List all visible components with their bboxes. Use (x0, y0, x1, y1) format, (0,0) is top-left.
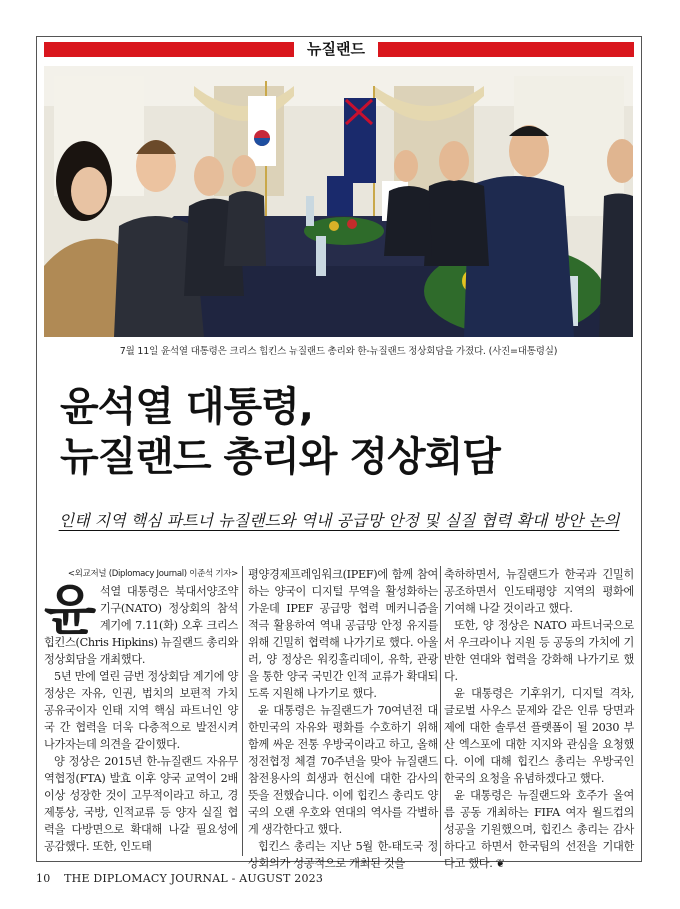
article-paragraph: 축하하면서, 뉴질랜드가 한국과 긴밀히 공조하면서 인도태평양 지역의 평화에 기여해 나갈 것이라고 했다. (444, 568, 634, 615)
column-divider (242, 566, 243, 856)
article-paragraph: 윤 대통령은 뉴질랜드가 70여년전 대한민국의 자유와 평화를 수호하기 위해 함께 싸운 전통 우방국이라고 하고, 올해 정전협정 체결 70주년을 맞아 뉴질랜드 참전용사의 희생과 헌신에 대한 감사의 뜻을 전했습니다. 이에 힙킨스 총리도 양국의 오랜 우호와 연대의 역사를 각별하게 생각한다고 했다. (248, 704, 438, 836)
page-number: 10 (36, 872, 51, 885)
article-paragraph: 평양경제프레임워크(IPEF)에 함께 참여하는 양국이 디지털 무역을 활성화하는 가운데 IPEF 공급망 협력 메커니즘을 적극 활용하여 역내 공급망 안정 유지를 위해 긴밀히 협력해 나가기로 했다. 아울러, 양 정상은 워킹홀리데이, 유학, 관광을 통한 양국 국민간 인적 교류가 확대되도록 지원해 나가기로 했다. (248, 568, 438, 700)
section-header (44, 42, 634, 57)
article-paragraph: 또한, 양 정상은 NATO 파트너국으로서 우크라이나 지원 등 공동의 가치에 기반한 연대와 협력을 강화해 나가기로 했다. (444, 619, 634, 683)
article-paragraph: 5년 만에 열린 금번 정상회담 계기에 양 정상은 자유, 인권, 법치의 보편적 가치 공유국이자 인태 지역 핵심 파트너인 양국 간 협력을 더욱 다층적으로 발전시켜 나가자는데 의견을 같이했다. (44, 670, 238, 751)
page-footer (36, 872, 323, 885)
headline (60, 382, 620, 482)
article-paragraph: 양 정상은 2015년 한-뉴질랜드 자유무역협정(FTA) 발효 이후 양국 교역이 2배 이상 성장한 것이 고무적이라고 하고, 경제통상, 국방, 인적교류 등 양자 실질 협력을 다방면으로 확대해 나갈 필요성에 공감했다. 또한, 인도태 (44, 755, 238, 853)
article-paragraph (44, 578, 238, 668)
photo-caption: 7월 11일 윤석열 대통령은 크리스 힙킨스 뉴질랜드 총리와 한-뉴질랜드 정상회담을 가졌다. (사진=대통령실) (119, 346, 558, 357)
article-column-3 (444, 566, 634, 872)
article-paragraph: 힙킨스 총리는 지난 5월 한-태도국 정상회의가 성공적으로 개최된 것을 (248, 840, 438, 870)
section-label: 뉴질랜드 (307, 40, 365, 58)
section-bar-left (44, 42, 294, 57)
lead-text: 석열 대통령은 북대서양조약기구(NATO) 정상회의 참석 계기에 7.11(화) 오후 크리스 힙킨스(Chris Hipkins) 뉴질랜드 총리와 정상회담을 개최했다. (44, 585, 238, 666)
summit-photo-illustration (44, 66, 633, 337)
section-bar-right (378, 42, 634, 57)
subheadline: 인태 지역 핵심 파트너 뉴질랜드와 역내 공급망 안정 및 실질 협력 확대 방안 논의 (58, 511, 620, 530)
article-column-1 (44, 566, 238, 855)
article-column-2 (248, 566, 438, 872)
column-divider (440, 566, 441, 856)
byline: <외교저널 (Diplomacy Journal) 이준석 기자> (67, 569, 238, 579)
drop-cap: 윤 (44, 578, 96, 642)
headline-line-1: 윤석열 대통령, (60, 384, 313, 430)
publication-name: THE DIPLOMACY JOURNAL - AUGUST 2023 (64, 872, 324, 885)
headline-line-2: 뉴질랜드 총리와 정상회담 (60, 434, 500, 480)
summit-photo (44, 66, 633, 337)
article-paragraph: 윤 대통령은 뉴질랜드와 호주가 올여름 공동 개최하는 FIFA 여자 월드컵의 성공을 기원했으며, 힙킨스 총리는 감사하다고 하면서 한국팀의 선전을 기대한다고 했다. ❦ (444, 789, 634, 870)
article-paragraph: 윤 대통령은 기후위기, 디지털 격차, 글로벌 사우스 문제와 같은 인류 당면과제에 대한 솔루션 플랫폼이 될 2030 부산 엑스포에 대한 지지와 관심을 요청했다. 이에 대해 힙킨스 총리는 우방국인 한국의 요청을 유념하겠다고 했다. (444, 687, 634, 785)
